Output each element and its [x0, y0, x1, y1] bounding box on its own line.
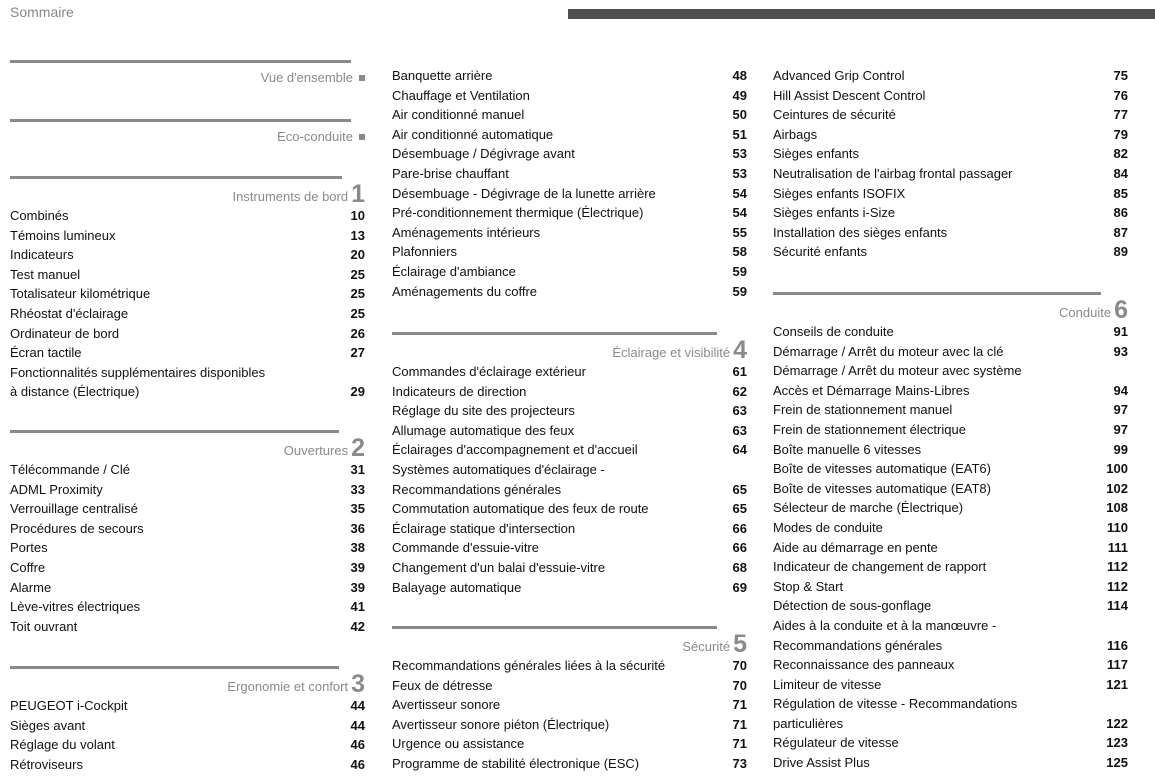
toc-entry[interactable] — [392, 144, 747, 164]
toc-entry-title: Aide au démarrage en pente — [773, 539, 938, 555]
toc-entry-title: Sièges enfants i-Size — [773, 205, 896, 221]
toc-entry-page: 20 — [350, 247, 365, 263]
toc-entry[interactable] — [10, 304, 365, 324]
section-number: 5 — [733, 630, 747, 658]
toc-entry-title: à distance (Électrique) — [10, 384, 140, 400]
toc-entry-title: Commutation automatique des feux de route — [392, 501, 649, 517]
toc-entry-page: 65 — [732, 501, 747, 517]
toc-entry-page: 111 — [1107, 539, 1128, 555]
toc-entry[interactable] — [773, 655, 1128, 675]
toc-entry[interactable] — [392, 754, 747, 774]
toc-entry-page: 77 — [1113, 107, 1128, 123]
toc-entry-page: 51 — [732, 126, 747, 142]
toc-entry[interactable] — [392, 66, 747, 86]
toc-entry-title: Indicateur de changement de rapport — [773, 559, 987, 575]
toc-entry[interactable] — [392, 440, 747, 460]
toc-entry-title: Éclairage d'ambiance — [392, 263, 516, 279]
toc-entry-title: Air conditionné automatique — [392, 126, 554, 142]
section-title: Instruments de bord — [232, 189, 349, 204]
toc-entry[interactable] — [773, 616, 1128, 636]
toc-entry[interactable] — [773, 361, 1128, 381]
toc-entry[interactable] — [773, 184, 1128, 204]
toc-entry-title: Recommandations générales — [392, 481, 562, 497]
toc-entry-title: Stop & Start — [773, 578, 844, 594]
toc-entry[interactable] — [10, 363, 365, 383]
toc-entry-page: 91 — [1113, 324, 1128, 339]
toc-entry-title: Allumage automatique des feux — [392, 422, 575, 438]
section-title: Sécurité — [682, 639, 731, 654]
toc-entry-page: 64 — [732, 442, 747, 458]
toc-entry[interactable] — [10, 324, 365, 344]
toc-entry-title: Télécommande / Clé — [10, 462, 130, 477]
toc-entry[interactable] — [10, 696, 365, 716]
toc-entry-page: 71 — [732, 736, 747, 752]
toc-entry-page: 39 — [350, 559, 365, 575]
section-title: Eco-conduite — [277, 129, 353, 144]
toc-entry-page: 39 — [350, 579, 365, 595]
toc-entry-page: 122 — [1106, 715, 1128, 731]
toc-entry-title: Sièges avant — [10, 717, 86, 733]
toc-entry[interactable] — [773, 203, 1128, 223]
toc-entry-title: Pré-conditionnement thermique (Électrique) — [392, 205, 644, 221]
toc-list — [392, 656, 747, 774]
toc-entry-page: 42 — [350, 618, 365, 634]
toc-entry-title: Boîte de vitesses automatique (EAT6) — [773, 461, 991, 477]
toc-list — [10, 206, 365, 402]
toc-entry[interactable] — [10, 558, 365, 578]
section-number: 2 — [351, 434, 365, 462]
toc-entry-title: Feux de détresse — [392, 677, 493, 693]
toc-entry-page: 66 — [732, 540, 747, 556]
section-header[interactable] — [261, 64, 365, 86]
toc-entry[interactable] — [773, 125, 1128, 145]
toc-entry[interactable] — [392, 460, 747, 480]
toc-entry-title: Éclairage statique d'intersection — [392, 520, 576, 536]
section-marker-square — [359, 75, 365, 81]
toc-entry-title: Sièges enfants — [773, 146, 860, 162]
toc-entry-title: Sièges enfants ISOFIX — [773, 185, 906, 201]
toc-entry-title: Détection de sous-gonflage — [773, 598, 932, 614]
toc-entry-page: 53 — [732, 165, 747, 181]
toc-entry[interactable] — [392, 362, 747, 382]
toc-entry-title: Plafonniers — [392, 244, 458, 260]
section-title: Ergonomie et confort — [227, 679, 349, 694]
toc-entry[interactable] — [392, 676, 747, 696]
toc-entry[interactable] — [10, 382, 365, 402]
toc-entry-title: Reconnaissance des panneaux — [773, 657, 955, 673]
toc-entry-title: Indicateurs — [10, 247, 74, 263]
toc-entry-page: 29 — [350, 384, 365, 400]
toc-entry-title: Ordinateur de bord — [10, 325, 120, 341]
toc-entry[interactable] — [392, 734, 747, 754]
toc-entry[interactable] — [10, 578, 365, 598]
toc-entry[interactable] — [392, 656, 747, 676]
toc-entry-page: 117 — [1107, 657, 1128, 673]
toc-entry[interactable] — [392, 401, 747, 421]
toc-entry-page: 13 — [350, 227, 365, 243]
section-number: 6 — [1114, 296, 1128, 324]
toc-entry[interactable] — [773, 105, 1128, 125]
section-title: Éclairage et visibilité — [612, 345, 731, 360]
toc-entry[interactable] — [392, 203, 747, 223]
toc-entry[interactable] — [10, 716, 365, 736]
toc-entry-title: Procédures de secours — [10, 520, 144, 536]
toc-entry-page: 99 — [1113, 441, 1128, 457]
toc-entry-title: Urgence ou assistance — [392, 736, 525, 752]
section-header[interactable] — [1059, 296, 1128, 324]
section-rule — [392, 332, 717, 335]
toc-entry-page: 66 — [732, 520, 747, 536]
toc-entry-title: Coffre — [10, 559, 46, 575]
toc-entry[interactable] — [10, 480, 365, 500]
section-rule — [10, 666, 339, 669]
toc-entry-title: Régulation de vitesse - Recommandations — [773, 696, 1018, 712]
toc-entry-page: 50 — [732, 107, 747, 123]
toc-entry[interactable] — [10, 265, 365, 285]
toc-entry-page: 73 — [732, 755, 747, 771]
toc-list — [10, 460, 365, 636]
toc-entry[interactable] — [10, 597, 365, 617]
toc-entry-title: Indicateurs de direction — [392, 383, 527, 399]
toc-entry[interactable] — [392, 105, 747, 125]
toc-entry-title: particulières — [773, 715, 844, 731]
toc-entry-page: 38 — [350, 540, 365, 556]
toc-entry-title: Drive Assist Plus — [773, 755, 870, 771]
toc-entry[interactable] — [392, 382, 747, 402]
section-header[interactable] — [612, 336, 747, 364]
toc-entry-title: Alarme — [10, 579, 52, 595]
toc-entry-page: 89 — [1113, 244, 1128, 260]
toc-entry[interactable] — [773, 577, 1128, 597]
toc-entry[interactable] — [392, 421, 747, 441]
toc-entry-page: 97 — [1113, 421, 1128, 437]
toc-entry[interactable] — [10, 735, 365, 755]
toc-entry-page: 125 — [1106, 755, 1128, 771]
toc-entry-title: Airbags — [773, 126, 818, 142]
toc-list — [773, 322, 1128, 773]
toc-entry-title: Réglage du site des projecteurs — [392, 403, 575, 419]
toc-entry[interactable] — [773, 242, 1128, 262]
toc-entry-title: Balayage automatique — [392, 579, 522, 595]
toc-entry-page: 108 — [1106, 500, 1128, 516]
toc-entry[interactable] — [10, 460, 365, 480]
toc-entry-title: Avertisseur sonore — [392, 697, 501, 713]
toc-entry-title: Éclairages d'accompagnement et d'accueil — [392, 442, 638, 458]
toc-entry[interactable] — [773, 596, 1128, 616]
toc-entry-page: 25 — [350, 305, 365, 321]
section-number: 4 — [733, 336, 747, 364]
toc-entry-page: 84 — [1113, 165, 1128, 181]
toc-entry-title: Toit ouvrant — [10, 618, 78, 634]
toc-entry-page: 10 — [350, 208, 365, 223]
toc-entry[interactable] — [773, 223, 1128, 243]
toc-entry-page: 76 — [1113, 87, 1128, 103]
toc-entry-page: 69 — [732, 579, 747, 595]
toc-entry-title: Test manuel — [10, 266, 81, 282]
toc-entry-title: Commande d'essuie-vitre — [392, 540, 539, 556]
toc-entry-title: Programme de stabilité électronique (ESC) — [392, 755, 640, 771]
toc-entry-page: 94 — [1113, 382, 1128, 398]
toc-entry-page: 75 — [1113, 68, 1128, 83]
toc-entry-page: 59 — [732, 283, 747, 299]
toc-entry-title: Régulateur de vitesse — [773, 735, 899, 751]
toc-entry-title: Portes — [10, 540, 48, 556]
toc-entry-page: 25 — [350, 266, 365, 282]
toc-entry[interactable] — [10, 206, 365, 226]
toc-entry-page: 79 — [1113, 126, 1128, 142]
toc-entry-title: Sécurité enfants — [773, 244, 867, 260]
toc-entry[interactable] — [773, 459, 1128, 479]
toc-entry-page: 59 — [732, 263, 747, 279]
toc-entry-page: 49 — [732, 87, 747, 103]
toc-entry[interactable] — [392, 86, 747, 106]
toc-entry[interactable] — [773, 675, 1128, 695]
toc-entry-page: 63 — [732, 403, 747, 419]
toc-entry-title: Combinés — [10, 208, 69, 223]
toc-entry-page: 55 — [732, 224, 747, 240]
toc-entry[interactable] — [773, 381, 1128, 401]
page-title: Sommaire — [10, 4, 74, 20]
toc-entry-page: 61 — [732, 364, 747, 379]
toc-entry[interactable] — [773, 538, 1128, 558]
section-rule — [10, 430, 339, 433]
toc-entry-page: 26 — [350, 325, 365, 341]
toc-entry[interactable] — [773, 342, 1128, 362]
toc-entry-page: 58 — [732, 244, 747, 260]
toc-entry[interactable] — [10, 519, 365, 539]
toc-entry[interactable] — [773, 714, 1128, 734]
toc-entry-title: Témoins lumineux — [10, 227, 116, 243]
toc-entry-title: Installation des sièges enfants — [773, 224, 948, 240]
toc-list — [10, 696, 365, 774]
toc-entry[interactable] — [773, 636, 1128, 656]
toc-entry[interactable] — [392, 242, 747, 262]
toc-entry-page: 70 — [732, 677, 747, 693]
toc-entry-title: Rétroviseurs — [10, 756, 83, 772]
toc-entry[interactable] — [10, 617, 365, 637]
toc-entry-title: Désembuage - Dégivrage de la lunette arrière — [392, 185, 656, 201]
toc-entry-title: Aides à la conduite et à la manœuvre - — [773, 617, 997, 633]
toc-entry[interactable] — [10, 538, 365, 558]
toc-entry-title: Avertisseur sonore piéton (Électrique) — [392, 716, 610, 732]
toc-entry-page: 93 — [1113, 343, 1128, 359]
toc-entry[interactable] — [773, 440, 1128, 460]
toc-entry[interactable] — [392, 164, 747, 184]
toc-entry-title: Lève-vitres électriques — [10, 599, 141, 615]
toc-entry[interactable] — [392, 558, 747, 578]
toc-entry[interactable] — [10, 499, 365, 519]
toc-entry[interactable] — [10, 343, 365, 363]
section-rule — [10, 60, 351, 63]
toc-entry-page: 112 — [1107, 559, 1128, 575]
toc-entry-title: Limiteur de vitesse — [773, 676, 882, 692]
toc-entry-page: 102 — [1106, 480, 1128, 496]
section-rule — [392, 626, 717, 629]
toc-entry[interactable] — [392, 578, 747, 598]
toc-entry-page: 71 — [732, 716, 747, 732]
toc-entry[interactable] — [392, 282, 747, 302]
toc-entry-page: 25 — [350, 286, 365, 302]
toc-entry-title: Boîte de vitesses automatique (EAT8) — [773, 480, 991, 496]
section-rule — [10, 119, 351, 122]
toc-entry-page: 82 — [1113, 146, 1128, 162]
toc-entry-title: Changement d'un balai d'essuie-vitre — [392, 559, 606, 575]
toc-entry-page: 114 — [1107, 598, 1128, 614]
toc-entry[interactable] — [392, 715, 747, 735]
toc-entry[interactable] — [773, 694, 1128, 714]
toc-entry-title: Pare-brise chauffant — [392, 165, 509, 181]
toc-entry-page: 46 — [350, 737, 365, 753]
toc-entry[interactable] — [392, 519, 747, 539]
toc-list — [392, 66, 747, 301]
toc-entry-page: 41 — [350, 599, 365, 615]
toc-entry-page: 46 — [350, 756, 365, 772]
toc-entry-page: 116 — [1107, 637, 1128, 653]
toc-entry[interactable] — [773, 86, 1128, 106]
toc-entry-page: 71 — [732, 697, 747, 713]
section-title: Vue d'ensemble — [260, 70, 353, 85]
toc-entry-page: 100 — [1106, 461, 1128, 477]
toc-entry-page: 68 — [732, 559, 747, 575]
toc-entry[interactable] — [773, 733, 1128, 753]
toc-entry-title: Sélecteur de marche (Électrique) — [773, 500, 964, 516]
toc-entry-page: 33 — [350, 481, 365, 497]
toc-entry[interactable] — [773, 557, 1128, 577]
section-header[interactable] — [682, 630, 747, 658]
toc-entry-title: PEUGEOT i-Cockpit — [10, 698, 128, 713]
toc-entry-title: Systèmes automatiques d'éclairage - — [392, 461, 605, 477]
toc-entry[interactable] — [773, 66, 1128, 86]
toc-entry-title: Modes de conduite — [773, 519, 883, 535]
toc-entry-page: 54 — [732, 185, 747, 201]
toc-entry[interactable] — [392, 223, 747, 243]
toc-entry-title: Frein de stationnement électrique — [773, 421, 966, 437]
toc-entry[interactable] — [10, 226, 365, 246]
toc-entry-title: Boîte manuelle 6 vitesses — [773, 441, 922, 457]
toc-entry-page: 35 — [350, 501, 365, 517]
header-bar — [568, 9, 1155, 19]
toc-entry[interactable] — [773, 479, 1128, 499]
toc-entry-title: Fonctionnalités supplémentaires disponibles — [10, 364, 266, 380]
toc-entry-page: 97 — [1113, 402, 1128, 418]
toc-entry[interactable] — [773, 144, 1128, 164]
toc-entry-title: Air conditionné manuel — [392, 107, 525, 123]
toc-entry[interactable] — [773, 420, 1128, 440]
toc-entry-title: Aménagements du coffre — [392, 283, 538, 299]
section-number: 3 — [351, 670, 365, 698]
section-rule — [773, 292, 1101, 295]
toc-entry-title: Conseils de conduite — [773, 324, 894, 339]
toc-entry[interactable] — [773, 753, 1128, 773]
toc-entry-title: Réglage du volant — [10, 737, 115, 753]
toc-entry-title: Recommandations générales — [773, 637, 943, 653]
toc-entry-page: 87 — [1113, 224, 1128, 240]
section-title: Conduite — [1059, 305, 1112, 320]
toc-entry-title: Recommandations générales liées à la sécurité — [392, 658, 666, 673]
section-header[interactable] — [277, 123, 365, 145]
section-title: Ouvertures — [283, 443, 349, 458]
toc-entry-page: 63 — [732, 422, 747, 438]
toc-entry[interactable] — [773, 322, 1128, 342]
toc-entry-title: Rhéostat d'éclairage — [10, 305, 129, 321]
toc-entry-page: 53 — [732, 146, 747, 162]
toc-entry-page: 65 — [732, 481, 747, 497]
toc-entry-title: Accès et Démarrage Mains-Libres — [773, 382, 970, 398]
section-number: 1 — [351, 180, 365, 208]
toc-entry-page: 54 — [732, 205, 747, 221]
section-rule — [10, 176, 342, 179]
toc-entry-page: 110 — [1107, 519, 1128, 535]
toc-entry[interactable] — [392, 695, 747, 715]
toc-entry[interactable] — [10, 245, 365, 265]
toc-entry-title: Ceintures de sécurité — [773, 107, 896, 123]
toc-entry-title: Hill Assist Descent Control — [773, 87, 926, 103]
toc-entry-title: Frein de stationnement manuel — [773, 402, 953, 418]
toc-entry-title: ADML Proximity — [10, 481, 103, 497]
toc-entry-title: Commandes d'éclairage extérieur — [392, 364, 586, 379]
toc-entry[interactable] — [392, 125, 747, 145]
toc-entry-page: 36 — [350, 520, 365, 536]
toc-entry-page: 31 — [350, 462, 365, 477]
toc-entry-page: 48 — [732, 68, 747, 83]
toc-entry[interactable] — [392, 184, 747, 204]
toc-entry-page: 62 — [732, 383, 747, 399]
toc-entry[interactable] — [392, 480, 747, 500]
toc-entry[interactable] — [773, 518, 1128, 538]
toc-entry-title: Aménagements intérieurs — [392, 224, 541, 240]
toc-entry-page: 112 — [1107, 578, 1128, 594]
section-header[interactable] — [227, 670, 365, 698]
toc-entry[interactable] — [10, 284, 365, 304]
toc-entry[interactable] — [392, 262, 747, 282]
toc-entry[interactable] — [773, 400, 1128, 420]
toc-entry[interactable] — [773, 164, 1128, 184]
section-header[interactable] — [283, 434, 365, 462]
toc-entry[interactable] — [392, 499, 747, 519]
toc-entry-page: 70 — [732, 658, 747, 673]
toc-entry-page: 27 — [350, 345, 365, 361]
toc-entry-title: Chauffage et Ventilation — [392, 87, 530, 103]
toc-entry[interactable] — [10, 755, 365, 775]
toc-list — [773, 66, 1128, 262]
toc-entry-title: Démarrage / Arrêt du moteur avec système — [773, 363, 1022, 379]
toc-entry-page: 44 — [350, 717, 365, 733]
toc-entry-title: Démarrage / Arrêt du moteur avec la clé — [773, 343, 1004, 359]
toc-entry-title: Désembuage / Dégivrage avant — [392, 146, 575, 162]
toc-entry[interactable] — [392, 538, 747, 558]
section-marker-square — [359, 134, 365, 140]
toc-entry-title: Neutralisation de l'airbag frontal passager — [773, 165, 1013, 181]
toc-entry-page: 86 — [1113, 205, 1128, 221]
toc-entry-title: Advanced Grip Control — [773, 68, 905, 83]
toc-entry[interactable] — [773, 498, 1128, 518]
toc-entry-title: Banquette arrière — [392, 68, 493, 83]
toc-entry-page: 85 — [1113, 185, 1128, 201]
toc-entry-title: Verrouillage centralisé — [10, 501, 138, 517]
toc-list — [392, 362, 747, 597]
toc-entry-page: 44 — [350, 698, 365, 713]
toc-entry-page: 123 — [1106, 735, 1128, 751]
toc-entry-page: 121 — [1106, 676, 1128, 692]
toc-entry-title: Écran tactile — [10, 345, 82, 361]
section-header[interactable] — [232, 180, 365, 208]
toc-entry-title: Totalisateur kilométrique — [10, 286, 151, 302]
